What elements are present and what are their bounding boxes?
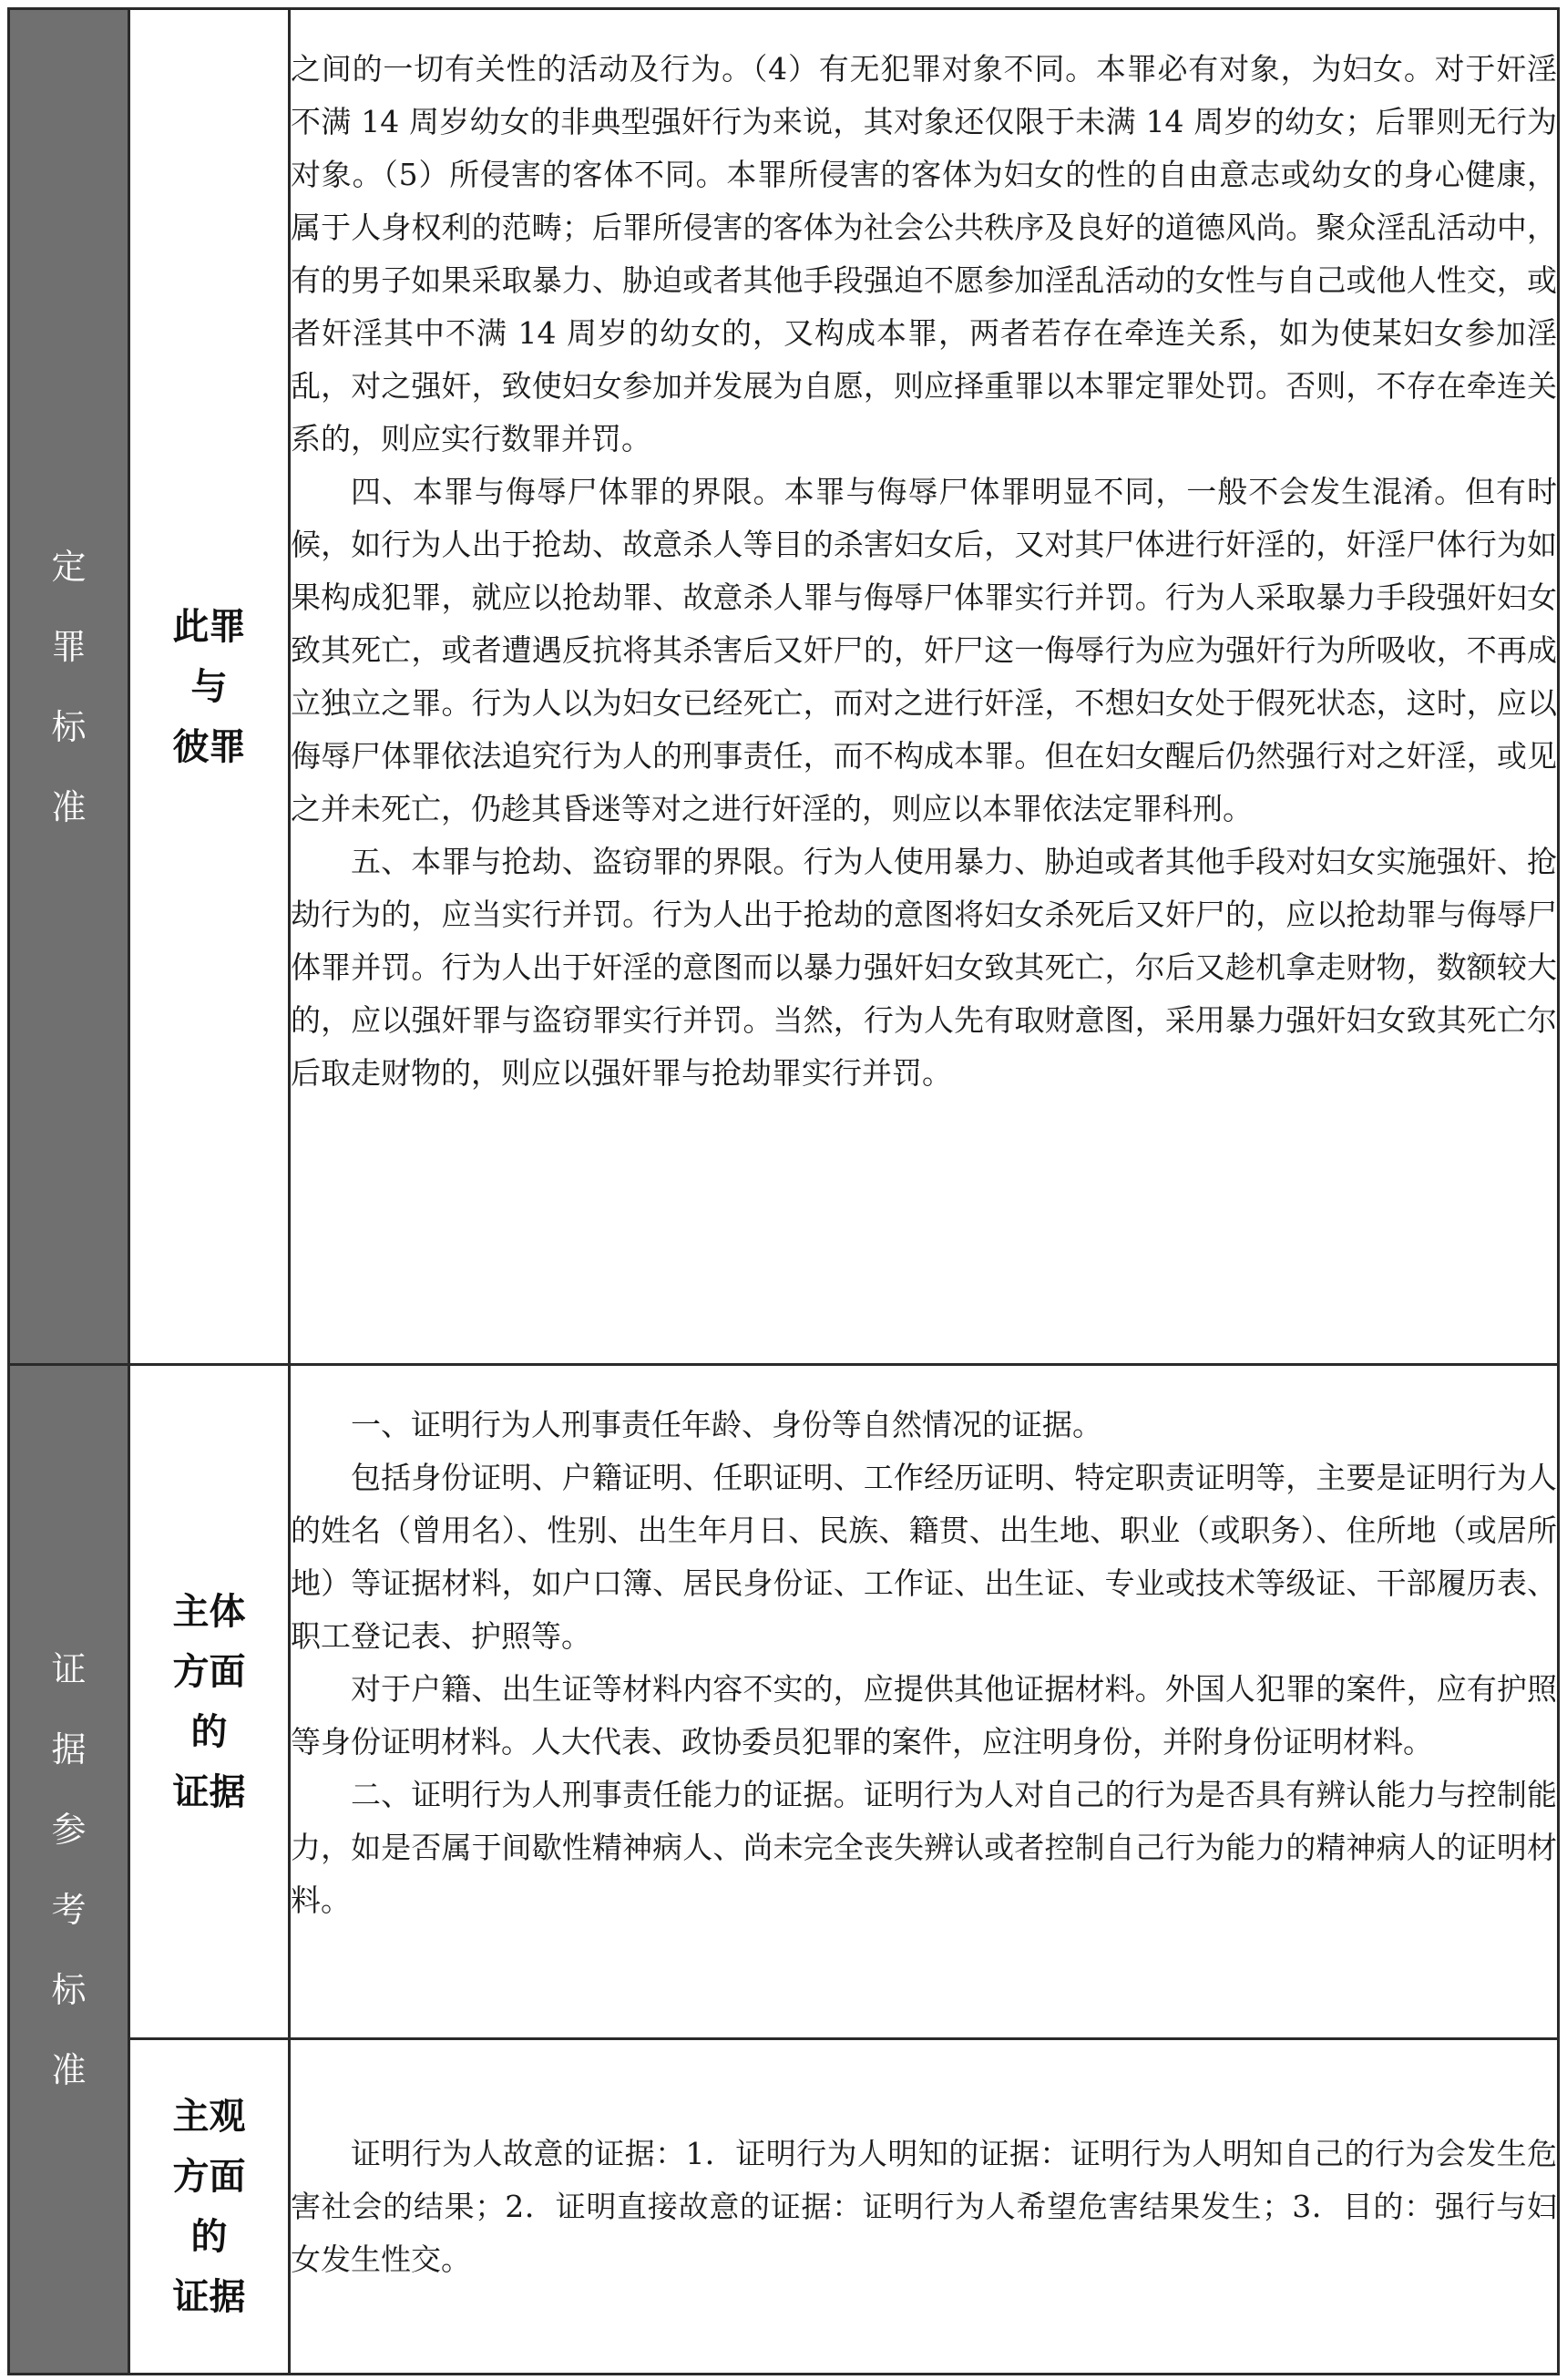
row-cizui-bizui	[9, 9, 1559, 1365]
category-char: 定	[51, 546, 87, 587]
subsection-label-cizui-bizui	[129, 9, 290, 1365]
category-dingzui-biaozhun	[9, 9, 129, 1365]
category-char: 标	[51, 1969, 87, 2010]
label-line: 的	[190, 1710, 228, 1753]
label-line: 主体	[172, 1590, 246, 1633]
paragraph: 一、证明行为人刑事责任年龄、身份等自然情况的证据。	[351, 1407, 1102, 1442]
paragraph: 对于户籍、出生证等材料内容不实的，应提供其他证据材料。外国人犯罪的案件，应有护照等身份证明材料。人大代表、政协委员犯罪的案件，应注明身份，并附身份证明材料。	[291, 1671, 1557, 1759]
paragraph: 包括身份证明、户籍证明、任职证明、工作经历证明、特定职责证明等，主要是证明行为人的姓名（曾用名）、性别、出生年月日、民族、籍贯、出生地、职业（或职务）、住所地（或居所地）等证据材料，如户口簿、居民身份证、工作证、出生证、专业或技术等级证、干部履历表、职工登记表、护照等。	[291, 1460, 1557, 1654]
category-char: 准	[51, 2049, 87, 2090]
category-char: 考	[51, 1889, 87, 1930]
row-zhuti-zhengju	[9, 1365, 1559, 2039]
subsection-label-zhuti	[129, 1365, 290, 2039]
label-line: 与	[190, 665, 228, 708]
label-line: 方面	[172, 1650, 246, 1693]
paragraph: 五、本罪与抢劫、盗窃罪的界限。行为人使用暴力、胁迫或者其他手段对妇女实施强奸、抢劫行为的，应当实行并罚。行为人出于抢劫的意图将妇女杀死后又奸尸的，应以抢劫罪与侮辱尸体罪并罚。行为人出于奸淫的意图而以暴力强奸妇女致其死亡，尔后又趁机拿走财物，数额较大的，应以强奸罪与盗窃罪实行并罚。当然，行为人先有取财意图，采用暴力强奸妇女致其死亡尔后取走财物的，则应以强奸罪与抢劫罪实行并罚。	[291, 844, 1557, 1091]
category-char: 证	[51, 1648, 87, 1689]
label-line: 彼罪	[172, 725, 246, 768]
category-char: 据	[51, 1729, 87, 1770]
category-char: 参	[51, 1809, 87, 1850]
label-line: 此罪	[172, 605, 246, 648]
label-line: 方面	[172, 2155, 246, 2198]
content-zhuguan	[290, 2039, 1559, 2375]
paragraph: 之间的一切有关性的活动及行为。（4）有无犯罪对象不同。本罪必有对象，为妇女。对于奸淫不满 14 周岁幼女的非典型强奸行为来说，其对象还仅限于未满 14 周岁的幼女；后罪则无行为对象。（5）所侵害的客体不同。本罪所侵害的客体为妇女的性的自由意志或幼女的身心健康，属于人身权利的范畴；后罪所侵害的客体为社会公共秩序及良好的道德风尚。聚众淫乱活动中，有的男子如果采取暴力、胁迫或者其他手段强迫不愿参加淫乱活动的女性与自己或他人性交，或者奸淫其中不满 14 周岁的幼女的，又构成本罪，两者若存在牵连关系，如为使某妇女参加淫乱，对之强奸，致使妇女参加并发展为自愿，则应择重罪以本罪定罪处罚。否则，不存在牵连关系的，则应实行数罪并罚。	[291, 51, 1557, 457]
paragraph: 二、证明行为人刑事责任能力的证据。证明行为人对自己的行为是否具有辨认能力与控制能力，如是否属于间歇性精神病人、尚未完全丧失辨认或者控制自己行为能力的精神病人的证明材料。	[291, 1777, 1557, 1918]
category-char: 准	[51, 786, 87, 827]
label-line: 证据	[172, 2275, 246, 2318]
subsection-label-zhuguan	[129, 2039, 290, 2375]
criteria-table	[7, 7, 1560, 2375]
label-line: 证据	[172, 1770, 246, 1813]
paragraph: 证明行为人故意的证据：1．证明行为人明知的证据：证明行为人明知自己的行为会发生危害社会的结果；2．证明直接故意的证据：证明行为人希望危害结果发生；3．目的：强行与妇女发生性交。	[291, 2135, 1557, 2277]
row-zhuguan-zhengju	[9, 2039, 1559, 2375]
category-char: 标	[51, 706, 87, 747]
paragraph: 四、本罪与侮辱尸体罪的界限。本罪与侮辱尸体罪明显不同，一般不会发生混淆。但有时候，如行为人出于抢劫、故意杀人等目的杀害妇女后，又对其尸体进行奸淫的，奸淫尸体行为如果构成犯罪，就应以抢劫罪、故意杀人罪与侮辱尸体罪实行并罚。行为人采取暴力手段强奸妇女致其死亡，或者遭遇反抗将其杀害后又奸尸的，奸尸这一侮辱行为应为强奸行为所吸收，不再成立独立之罪。行为人以为妇女已经死亡，而对之进行奸淫，不想妇女处于假死状态，这时，应以侮辱尸体罪依法追究行为人的刑事责任，而不构成本罪。但在妇女醒后仍然强行对之奸淫，或见之并未死亡，仍趁其昏迷等对之进行奸淫的，则应以本罪依法定罪科刑。	[291, 474, 1557, 826]
category-char: 罪	[51, 626, 87, 667]
content-cizui-bizui	[290, 9, 1559, 1365]
label-line: 的	[190, 2215, 228, 2258]
label-line: 主观	[172, 2095, 246, 2138]
category-zhengju-cankao-biaozhun	[9, 1365, 129, 2375]
content-zhuti	[290, 1365, 1559, 2039]
